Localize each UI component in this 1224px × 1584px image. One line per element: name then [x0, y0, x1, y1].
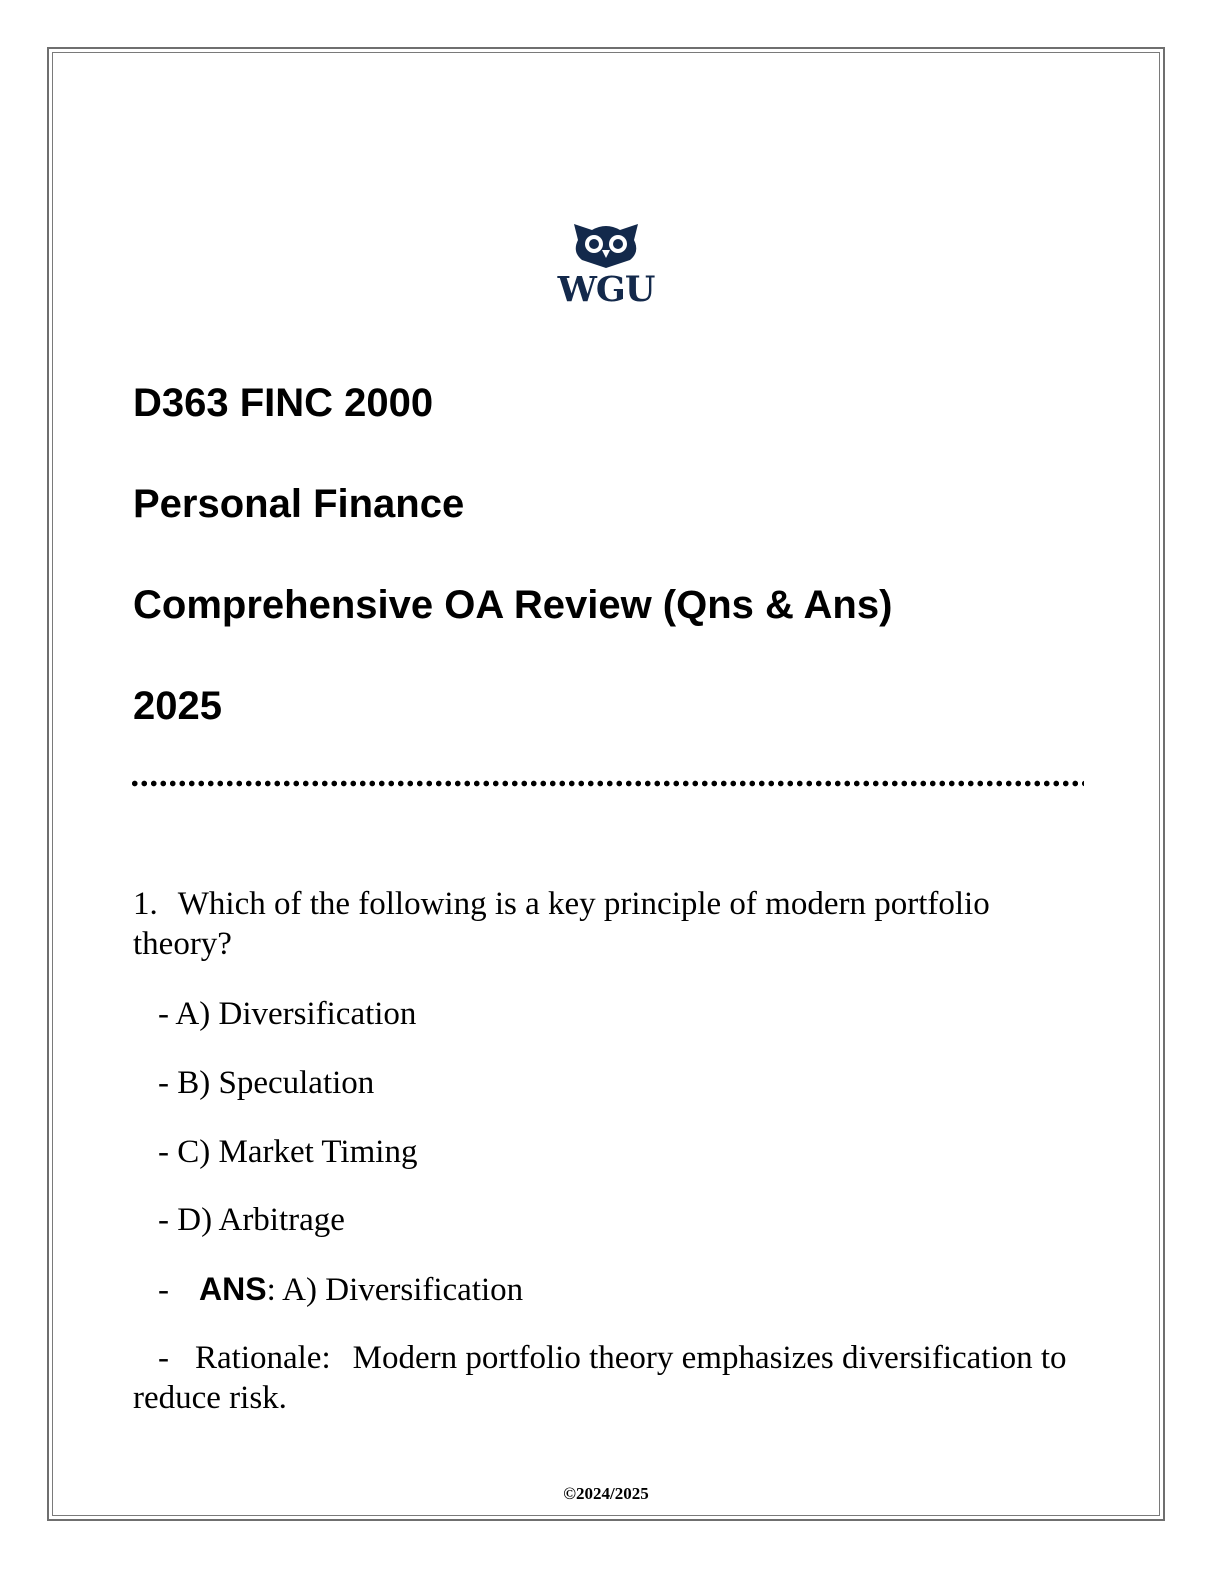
answer-line — [158, 1269, 523, 1310]
question-text — [133, 884, 1093, 964]
dotted-divider — [130, 780, 1084, 787]
course-code: D363 FINC 2000 — [133, 381, 434, 425]
document-year: 2025 — [133, 684, 222, 728]
owl-icon — [552, 218, 660, 270]
answer-label: ANS — [199, 1271, 267, 1307]
document-title: Comprehensive OA Review (Qns & Ans) — [133, 583, 893, 627]
footer-copyright: ©2024/2025 — [563, 1484, 649, 1503]
rationale-dash: - — [158, 1340, 169, 1376]
question-body: Which of the following is a key principle of modern portfolio theory? — [133, 886, 990, 962]
answer-text: : A) Diversification — [266, 1272, 524, 1308]
answer-dash: - — [158, 1272, 169, 1308]
rationale-label: Rationale: — [195, 1340, 331, 1376]
option-a: - A) Diversification — [158, 996, 417, 1032]
question-number: 1. — [133, 886, 158, 922]
wgu-logo — [552, 218, 662, 310]
option-d: - D) Arbitrage — [158, 1202, 345, 1238]
option-c: - C) Market Timing — [158, 1134, 418, 1170]
rationale — [133, 1338, 1093, 1418]
option-b: - B) Speculation — [158, 1065, 375, 1101]
course-name: Personal Finance — [133, 482, 465, 526]
logo-wordmark: WGU — [557, 269, 655, 310]
rationale-text: Modern portfolio theory emphasizes diversification to reduce risk. — [133, 1340, 1067, 1416]
